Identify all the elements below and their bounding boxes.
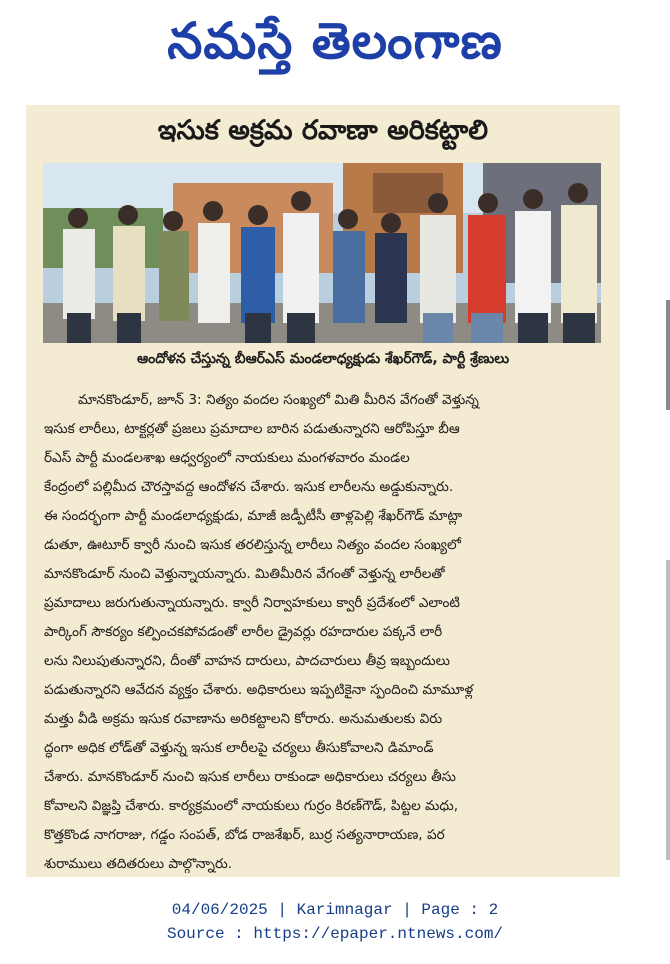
article-headline xyxy=(26,108,620,160)
body-line: మానకొండూర్, జూన్ 3: నిత్యం వందల సంఖ్యలో మితి మీరిన వేగంతో వెళ్తున్న xyxy=(78,392,479,408)
body-line: పడుతున్నారని ఆవేదన వ్యక్తం చేశారు. అధికారులు ఇప్పటికైనా స్పందించి మామూళ్ల xyxy=(44,682,474,698)
masthead-title: నమస్తే తెలంగాణ xyxy=(167,12,503,70)
body-line: ద్ధంగా అధిక లోడ్‌తో వెళ్తున్న ఇసుక లారీలపై చర్యలు తీసుకోవాలని డిమాండ్ xyxy=(44,740,434,756)
body-line: మత్తు వీడి అక్రమ ఇసుక రవాణాను అరికట్టాలని కోరారు. అనుమతులకు విరు xyxy=(44,711,443,727)
caption-text: ఆందోళన చేస్తున్న బీఆర్ఎస్ మండలాధ్యక్షుడు శేఖర్‌గౌడ్, పార్టీ శ్రేణులు xyxy=(136,350,510,367)
newspaper-masthead xyxy=(0,0,670,95)
body-line: కోవాలని విజ్ఞప్తి చేశారు. కార్యక్రమంలో నాయకులు గుర్రం కిరణ్‌గౌడ్, పిట్టల మధు, xyxy=(44,798,459,814)
body-line: చేశారు. మానకొండూర్ నుంచి ఇసుక లారీలు రాకుండా అధికారులు చర్యలు తీసు xyxy=(44,769,456,785)
photo-caption xyxy=(26,346,620,374)
body-line: మానకొండూర్ నుంచి వెళ్తున్నాయన్నారు. మితిమీరిన వేగంతో వెళ్తున్న లారీలతో xyxy=(44,566,445,582)
body-line: ఈ సందర్భంగా పార్టీ మండలాధ్యక్షుడు, మాజీ జడ్పీటీసీ తాళ్లపెల్లి శేఖర్‌గౌడ్ మాట్లా xyxy=(44,508,463,524)
body-line: ఇసుక లారీలు, టాక్టర్లతో ప్రజలు ప్రమాదాల బారిన పడుతున్నారని ఆరోపిస్తూ బీఆ xyxy=(44,421,460,437)
body-line: శురాములు తదితరులు పాల్గొన్నారు. xyxy=(44,856,233,872)
body-line: కేంద్రంలో పల్లిమీద చౌరస్తావద్ద ఆందోళన చేశారు. ఇసుక లారీలను అడ్డుకున్నారు. xyxy=(44,479,454,495)
protest-photo xyxy=(43,163,601,343)
body-line: లను నిలుపుతున్నారని, దీంతో వాహన దారులు, పాదచారులు తీవ్ర ఇబ్బందులు xyxy=(44,653,450,669)
body-line: కొత్తకొండ నాగరాజు, గడ్డం సంపత్, బోడ రాజశేఖర్, బుర్ర సత్యనారాయణ, పర xyxy=(44,827,445,843)
footer-source-link[interactable]: Source : https://epaper.ntnews.com/ xyxy=(166,925,504,943)
page-edge-divider xyxy=(666,300,670,410)
headline-text: ఇసుక అక్రమ రవాణా అరికట్టాలి xyxy=(157,115,489,146)
body-line: పార్కింగ్ సౌకర్యం కల్పించకపోవడంతో లారీల డ్రైవర్లు రహదారుల పక్కనే లారీ xyxy=(44,624,443,640)
page-edge-divider xyxy=(666,560,670,860)
page-footer xyxy=(0,898,670,946)
body-line: ప్రమాదాలు జరుగుతున్నాయన్నారు. క్వారీ నిర్వాహకులు క్వారీ ప్రదేశంలో ఎలాంటి xyxy=(44,595,460,611)
footer-dateline: 04/06/2025 | Karimnagar | Page : 2 xyxy=(171,901,499,919)
body-line: ర్ఎస్ పార్టీ మండలశాఖ ఆధ్వర్యంలో నాయకులు మంగళవారం మండల xyxy=(44,450,410,466)
article-body xyxy=(44,386,604,879)
body-line: డుతూ, ఊటూర్ క్వారీ నుంచి ఇసుక తరలిస్తున్న లారీలు నిత్యం వందల సంఖ్యలో xyxy=(44,537,461,553)
